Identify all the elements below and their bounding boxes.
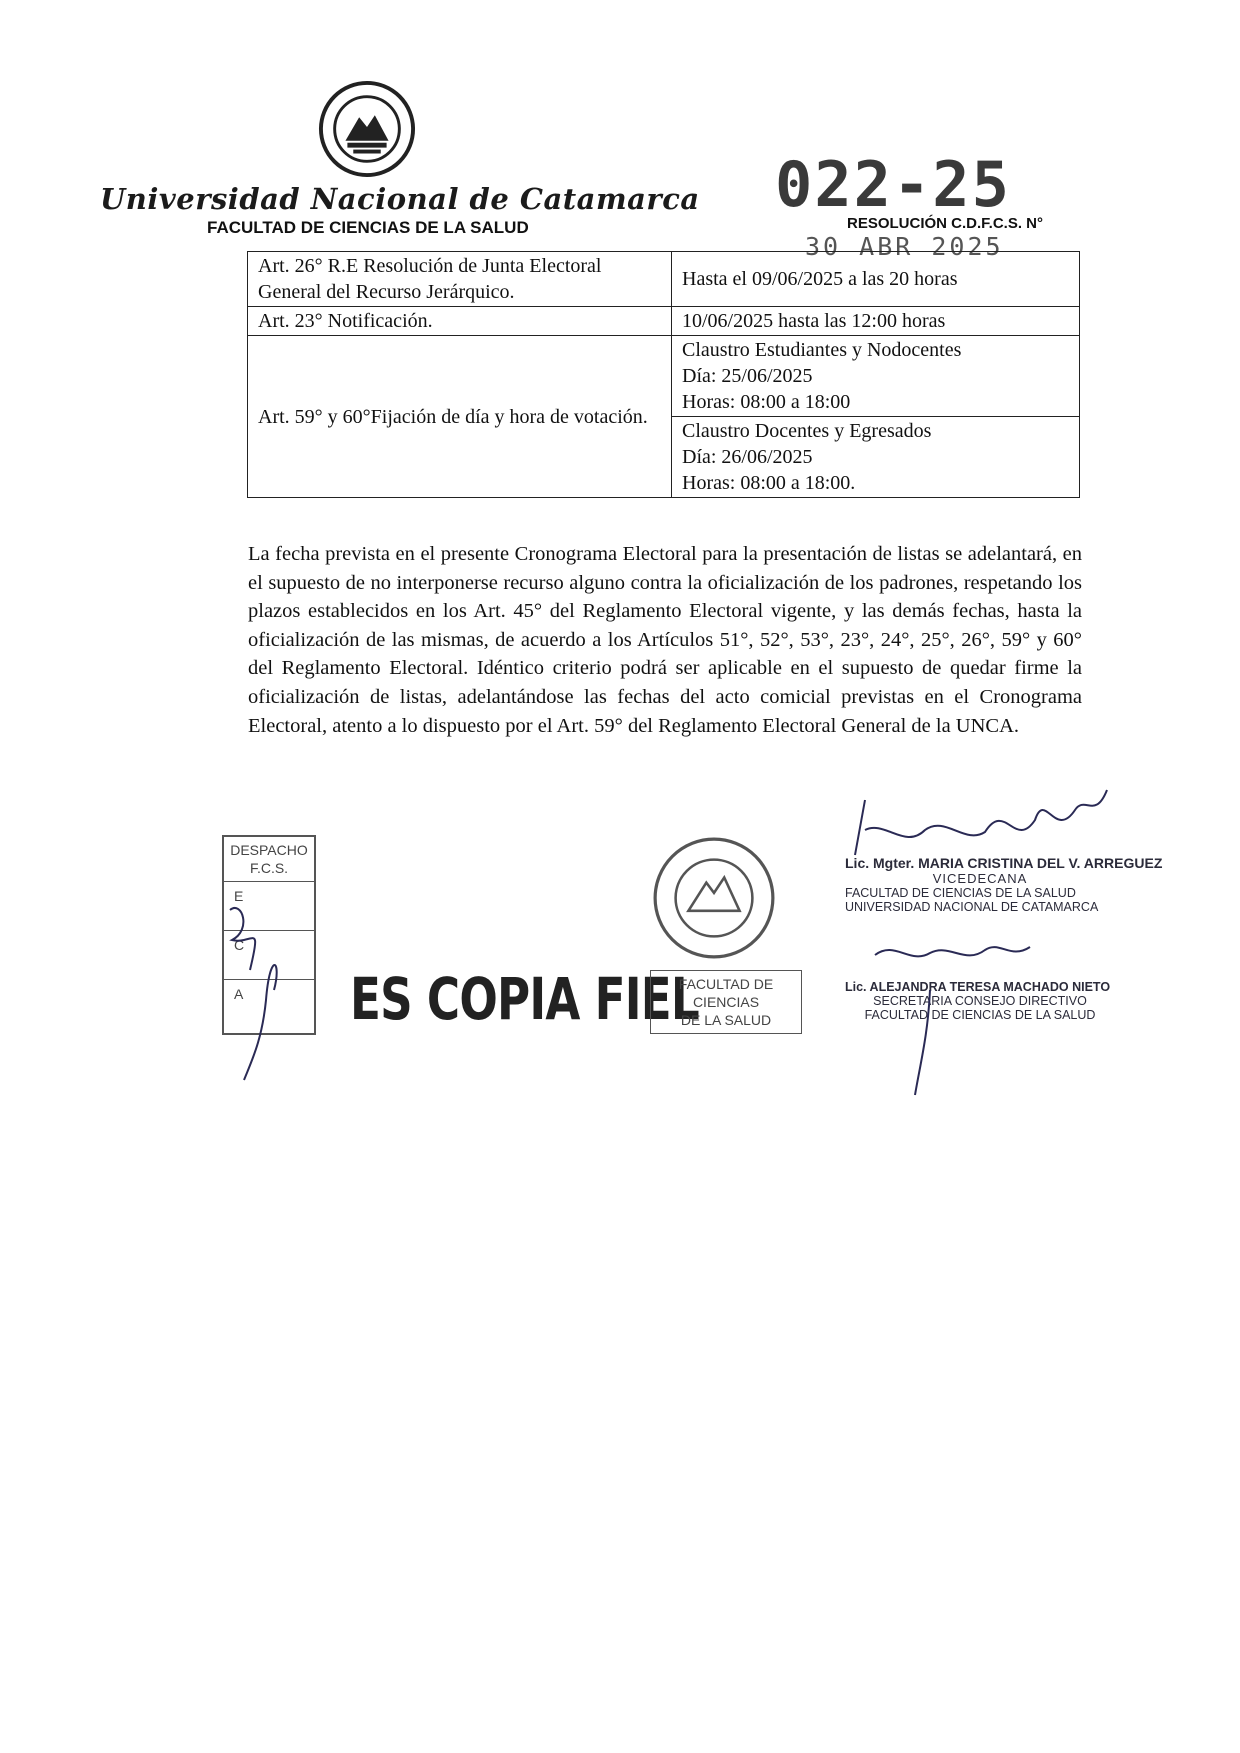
university-logo <box>318 80 416 178</box>
date-cell: Hasta el 09/06/2025 a las 20 horas <box>672 252 1080 307</box>
despacho-cell-e: E <box>224 882 314 931</box>
despacho-header <box>224 837 314 882</box>
despacho-cell-a: A <box>234 986 244 1002</box>
copy-fiel-stamp: ES COPIA FIEL <box>350 965 699 1033</box>
signer-institution: FACULTAD DE CIENCIAS DE LA SALUD <box>845 886 1076 900</box>
article-cell: Art. 26° R.E Resolución de Junta Electoral General del Recurso Jerárquico. <box>248 252 672 307</box>
voting-hours: Horas: 08:00 a 18:00. <box>682 472 856 494</box>
electoral-schedule-table <box>247 251 1080 498</box>
signature-scribble <box>845 760 1115 860</box>
despacho-title: DESPACHO <box>230 842 308 858</box>
table-row <box>248 252 1080 307</box>
signature-scribble <box>870 935 1070 1100</box>
despacho-cell-c: C <box>224 931 314 980</box>
date-stamp: 30 ABR 2025 <box>805 232 1004 261</box>
voting-day: Día: 26/06/2025 <box>682 446 813 468</box>
faculty-stamp-line: FACULTAD DE CIENCIAS <box>678 976 774 1010</box>
article-cell: Art. 23° Notificación. <box>248 307 672 336</box>
table-row <box>248 307 1080 336</box>
resolution-number: 022-25 <box>775 148 1011 221</box>
voting-hours: Horas: 08:00 a 18:00 <box>682 391 851 413</box>
resolution-label: RESOLUCIÓN C.D.F.C.S. N° <box>847 215 1044 232</box>
signer-role: VICEDECANA <box>932 871 1028 886</box>
voting-cell <box>672 336 1080 417</box>
faculty-stamp-line: DE LA SALUD <box>680 1012 772 1028</box>
voting-cell <box>672 417 1080 498</box>
claustro-label: Claustro Estudiantes y Nodocentes <box>682 339 962 361</box>
initials-scribble <box>222 890 322 1090</box>
signer-name: Lic. Mgter. MARIA CRISTINA DEL V. ARREGUEZ <box>845 855 1163 871</box>
signer-institution: UNIVERSIDAD NACIONAL DE CATAMARCA <box>845 900 1099 914</box>
faculty-name: FACULTAD DE CIENCIAS DE LA SALUD <box>207 218 529 237</box>
signer-role: SECRETARIA CONSEJO DIRECTIVO <box>873 994 1087 1008</box>
despacho-sub: F.C.S. <box>249 860 289 876</box>
article-cell: Art. 59° y 60°Fijación de día y hora de votación. <box>248 336 672 498</box>
faculty-stamp <box>650 970 802 1034</box>
date-cell: 10/06/2025 hasta las 12:00 horas <box>672 307 1080 336</box>
signer-name: Lic. ALEJANDRA TERESA MACHADO NIETO <box>845 980 1111 994</box>
voting-day: Día: 25/06/2025 <box>682 365 813 387</box>
body-paragraph: La fecha prevista en el presente Cronograma Electoral para la presentación de listas se adelantará, en el supuesto de no interponerse recurso alguno contra la oficialización de los padrones, respetando los plazos establecidos en los Art. 45° del Reglamento Electoral vigente, y las demás fechas, hasta la oficialización de las mismas, de acuerdo a los Artículos 51°, 52°, 53°, 23°, 24°, 25°, 26°, 59° y 60° del Reglamento Electoral. Idéntico criterio podrá ser aplicable en el supuesto de quedar firme la oficialización de listas, adelantándose las fechas del acto comicial previstas en el Cronograma Electoral, atento a lo dispuesto por el Art. 59° del Reglamento Electoral General de la UNCA. <box>248 543 1082 737</box>
university-seal <box>650 834 778 962</box>
university-name: Universidad Nacional de Catamarca <box>100 182 700 216</box>
table-row <box>248 336 1080 417</box>
claustro-label: Claustro Docentes y Egresados <box>682 420 932 442</box>
signer-institution: FACULTAD DE CIENCIAS DE LA SALUD <box>864 1008 1096 1022</box>
